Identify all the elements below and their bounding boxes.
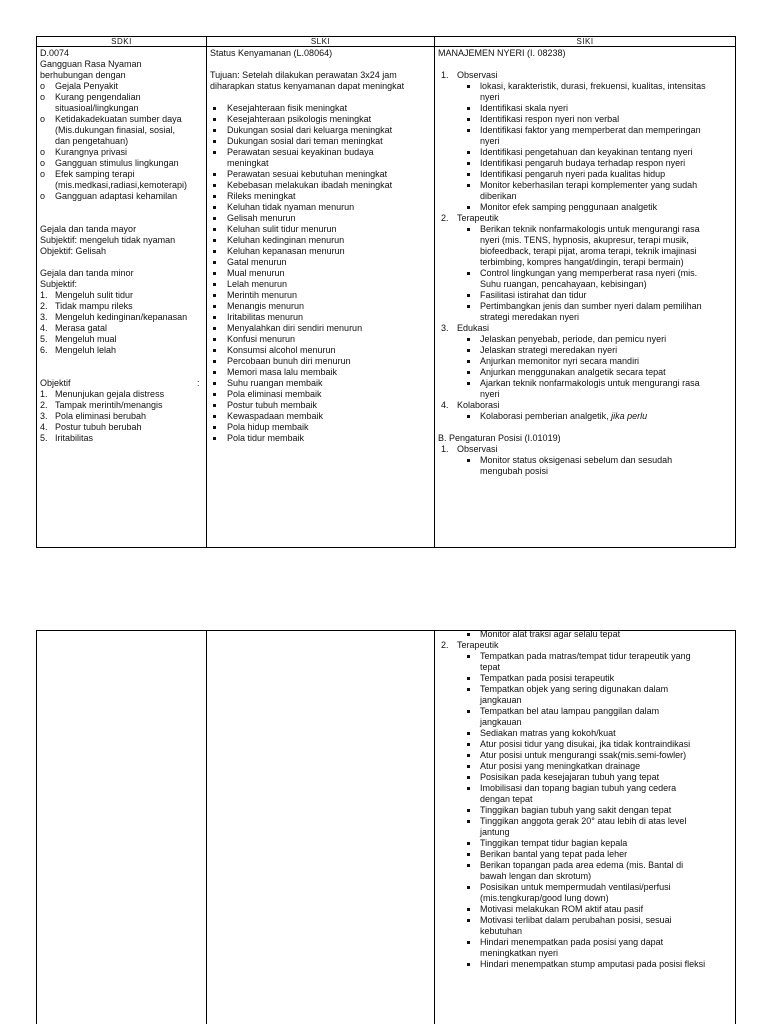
header-divider [37,46,735,47]
square-bullet [467,272,470,275]
care-plan-table-page-1 [36,36,736,548]
intervention-item: Berikan topangan pada area edema (mis. Bantal di [438,860,734,871]
outcome-criteria-item: Kebebasan melakukan ibadah meningkat [210,180,432,191]
circle-bullet: o [40,169,46,179]
square-bullet [213,338,216,341]
square-bullet [467,107,470,110]
objective-item: Menunjukan gejala distress 1. [40,389,165,399]
slki-column [210,48,432,444]
square-bullet [467,228,470,231]
outcome-criteria-item: Rileks meningkat [210,191,432,202]
circle-bullet: o [40,191,46,201]
square-bullet [213,217,216,220]
intervention-item: Suhu ruangan, pencahayaan, kebisingan) [480,279,647,289]
circle-bullet: o [40,92,46,102]
intervention-item: meningkatkan nyeri [480,948,559,958]
intervention-item: Jelaskan penyebab, periode, dan pemicu nyeri [438,334,734,345]
intervention-item: Monitor status oksigenasi sebelum dan sesudah [438,455,734,466]
header-slki: SLKI [310,37,331,46]
square-bullet [467,151,470,154]
intervention-item: Motivasi melakukan ROM aktif atau pasif [438,904,734,915]
section-number: 3. [441,323,449,333]
square-bullet [467,633,470,636]
intervention-item: Tempatkan pada matras/tempat tidur terapeutik yang [438,651,734,662]
objective-item: Pola eliminasi berubah 3. [40,411,147,421]
square-bullet [467,754,470,757]
square-bullet [467,655,470,658]
intervention-item: Control lingkungan yang memperberat rasa nyeri (mis. [438,268,734,279]
intervention-item: Anjurkan menggunakan analgetik secara tepat [438,367,734,378]
major-subjective: Subjektif: mengeluh tidak nyaman [40,235,176,245]
square-bullet [213,283,216,286]
outcome-criteria-item: Perawatan sesuai kebutuhan meningkat [210,169,432,180]
square-bullet [467,371,470,374]
outcome-criteria-item: Dukungan sosial dari teman meningkat [210,136,432,147]
item-number: 3. [40,411,48,421]
siki-section-title [438,444,734,455]
column-divider [206,631,207,1024]
cause-item: Efek samping terapi o [40,169,135,179]
intervention-item: Hindari menempatkan stump amputasi pada posisi fleksi [438,959,734,970]
outcome-goal: diharapkan status kenyamanan dapat meningkat [210,81,405,91]
intervention-item: Tempatkan pada posisi terapeutik [438,673,734,684]
objective-item: Postur tubuh berubah 4. [40,422,142,432]
intervention-item: nyeri (mis. TENS, hypnosis, akupresur, terapi musik, [480,235,689,245]
intervention-item: Pertimbangkan jenis dan sumber nyeri dalam pemilihan [438,301,734,312]
outcome-criteria-item: Perawatan sesuai keyakinan budaya [210,147,432,158]
intervention-item: biofeedback, terapi pijat, aroma terapi, teknik imajinasi [480,246,697,256]
cause-item: Gangguan stimulus lingkungan o [40,158,179,168]
outcome-criteria-item: Menangis menurun [210,301,432,312]
intervention-item: mengubah posisi [480,466,549,476]
intervention-item: Identifikasi skala nyeri [438,103,734,114]
square-bullet [467,853,470,856]
intervention-item: Atur posisi yang meningkatkan drainage [438,761,734,772]
square-bullet [467,941,470,944]
intervention-item: Identifikasi pengaruh nyeri pada kualitas hidup [438,169,734,180]
item-number: 1. [40,389,48,399]
outcome-criteria-item: Keluhan kedinginan menurun [210,235,432,246]
square-bullet [467,349,470,352]
siki-section-title [438,323,734,334]
diagnosis-title: Gangguan Rasa Nyaman [40,59,142,69]
column-divider [434,631,435,1024]
intervention-item: jangkauan [480,717,522,727]
intervention-title: MANAJEMEN NYERI (I. 08238) [438,48,566,58]
square-bullet [467,162,470,165]
section-label: Terapeutik [457,213,499,223]
square-bullet [467,118,470,121]
intervention-item: Monitor alat traksi agar selalu tepat [438,629,734,640]
square-bullet [213,327,216,330]
cause-item: situasioal/lingkungan [55,103,139,113]
siki-section-title [438,640,734,651]
item-number: 2. [40,301,48,311]
square-bullet [213,151,216,154]
section-number: 4. [441,400,449,410]
square-bullet [467,886,470,889]
square-bullet [467,765,470,768]
square-bullet [213,305,216,308]
outcome-criteria-item: Memori masa lalu membaik [210,367,432,378]
outcome-criteria-item: Gatal menurun [210,257,432,268]
square-bullet [467,415,470,418]
square-bullet [213,316,216,319]
intervention-item: Tinggikan anggota gerak 20° atau lebih di atas level [438,816,734,827]
section-number: 2. [441,213,449,223]
intervention-item: lokasi, karakteristik, durasi, frekuensi, kualitas, intensitas [438,81,734,92]
cause-item: Kurangnya privasi o [40,147,128,157]
objective-label: Objektif : [40,378,200,388]
objective-colon: : [197,378,200,388]
cause-item: Gangguan adaptasi kehamilan o [40,191,178,201]
square-bullet [467,173,470,176]
sdki-column [40,48,204,444]
intervention-item: Posisikan pada kesejajaran tubuh yang tepat [438,772,734,783]
column-divider [206,37,207,547]
square-bullet [467,294,470,297]
square-bullet [213,129,216,132]
outcome-criteria-item: Iritabilitas menurun [210,312,432,323]
intervention-item: nyeri [480,389,500,399]
objective-item: Tampak merintih/menangis 2. [40,400,163,410]
outcome-criteria-item: Konfusi menurun [210,334,432,345]
intervention-item: Tinggikan bagian tubuh yang sakit dengan tepat [438,805,734,816]
outcome-criteria-item: Pola hidup membaik [210,422,432,433]
siki-column-continued [438,629,734,970]
item-number: 4. [40,323,48,333]
diagnosis-code: D.0074 [40,48,70,58]
intervention-item: nyeri [480,136,500,146]
square-bullet [467,743,470,746]
intervention-item: Atur posisi tidur yang disukai, jka tidak kontraindikasi [438,739,734,750]
intervention-item: Tinggikan tempat tidur bagian kepala [438,838,734,849]
intervention-item: Tempatkan objek yang sering digunakan dalam [438,684,734,695]
item-number: 4. [40,422,48,432]
outcome-criteria-item: Keluhan tidak nyaman menurun [210,202,432,213]
item-number: 5. [40,334,48,344]
square-bullet [213,294,216,297]
section-label: Kolaborasi [457,400,500,410]
section-label: Observasi [457,444,498,454]
cause-item: Kurang pengendalian o [40,92,141,102]
square-bullet [467,677,470,680]
siki-section-title [438,400,734,411]
intervention-item: jangkauan [480,695,522,705]
minor-subjective-item: Tidak mampu rileks 2. [40,301,133,311]
circle-bullet: o [40,147,46,157]
square-bullet [467,459,470,462]
intervention-item: Tempatkan bel atau lampau panggilan dalam [438,706,734,717]
square-bullet [467,919,470,922]
square-bullet [213,118,216,121]
intervention-item: Fasilitasi istirahat dan tidur [438,290,734,301]
square-bullet [213,184,216,187]
intervention-item: Hindari menempatkan pada posisi yang dapat [438,937,734,948]
intervention-item: Berikan bantal yang tepat pada leher [438,849,734,860]
column-divider [434,37,435,547]
siki-column [438,48,734,477]
square-bullet [467,710,470,713]
intervention-item: strategi meredakan nyeri [480,312,580,322]
square-bullet [467,360,470,363]
intervention-item: Monitor efek samping penggunaan analgetik [438,202,734,213]
outcome-criteria-item: Mual menurun [210,268,432,279]
square-bullet [213,173,216,176]
square-bullet [213,250,216,253]
intervention-item: kebutuhan [480,926,523,936]
header-sdki: SDKI [111,37,132,46]
item-number: 5. [40,433,48,443]
intervention-item: (mis.tengkurap/good lung down) [480,893,609,903]
square-bullet [467,85,470,88]
square-bullet [213,272,216,275]
square-bullet [467,963,470,966]
square-bullet [213,404,216,407]
objective-item: Iritabilitas 5. [40,433,94,443]
outcome-criteria-item: Gelisah menurun [210,213,432,224]
square-bullet [467,842,470,845]
minor-subjective-label: Subjektif: [40,279,78,289]
square-bullet [467,776,470,779]
intervention-item: dengan tepat [480,794,533,804]
section-label: Observasi [457,70,498,80]
square-bullet [467,787,470,790]
square-bullet [213,382,216,385]
section-label: Terapeutik [457,640,499,650]
square-bullet [467,206,470,209]
section-number: 1. [441,70,449,80]
intervention-b-title: B. Pengaturan Posisi (I.01019) [438,433,561,443]
care-plan-table-page-2 [36,630,736,1024]
intervention-item: Identifikasi respon nyeri non verbal [438,114,734,125]
outcome-criteria-item: Kesejahteraan fisik meningkat [210,103,432,114]
minor-signs-title: Gejala dan tanda minor [40,268,134,278]
square-bullet [467,129,470,132]
intervention-item: diberikan [480,191,517,201]
outcome-criteria-item: Menyalahkan diri sendiri menurun [210,323,432,334]
item-number: 2. [40,400,48,410]
square-bullet [467,338,470,341]
outcome-criteria-item: meningkat [227,158,269,168]
square-bullet [213,239,216,242]
item-number: 6. [40,345,48,355]
siki-section-title [438,70,734,81]
square-bullet [213,371,216,374]
outcome-criteria-item: Keluhan kepanasan menurun [210,246,432,257]
square-bullet [467,908,470,911]
minor-subjective-item: Mengeluh kedinginan/kepanasan 3. [40,312,188,322]
square-bullet [213,415,216,418]
outcome-criteria-item: Konsumsi alcohol menurun [210,345,432,356]
section-label: Edukasi [457,323,490,333]
intervention-item: Kolaborasi pemberian analgetik, jika perlu [438,411,734,422]
square-bullet [213,426,216,429]
square-bullet [213,261,216,264]
intervention-item: bawah lengan dan skrotum) [480,871,592,881]
minor-subjective-item: Mengeluh sulit tidur 1. [40,290,134,300]
intervention-item: Ajarkan teknik nonfarmakologis untuk mengurangi rasa [438,378,734,389]
intervention-item: Atur posisi untuk mengurangi ssak(mis.semi-fowler) [438,750,734,761]
outcome-criteria-item: Suhu ruangan membaik [210,378,432,389]
square-bullet [467,382,470,385]
item-number: 3. [40,312,48,322]
section-number: 1. [441,444,449,454]
outcome-criteria-item: Pola tidur membaik [210,433,432,444]
circle-bullet: o [40,114,46,124]
outcome-goal: Tujuan: Setelah dilakukan perawatan 3x24 jam [210,70,397,80]
square-bullet [213,437,216,440]
square-bullet [213,195,216,198]
square-bullet [213,393,216,396]
intervention-item: Monitor keberhasilan terapi komplementer yang sudah [438,180,734,191]
square-bullet [467,864,470,867]
header-siki: SIKI [576,37,594,46]
outcome-criteria-item: Kewaspadaan membaik [210,411,432,422]
outcome-criteria-item: Keluhan sulit tidur menurun [210,224,432,235]
outcome-title: Status Kenyamanan (L.08064) [210,48,333,58]
cause-item: Ketidakadekuatan sumber daya o [40,114,182,124]
intervention-item: Posisikan untuk mempermudah ventilasi/perfusi [438,882,734,893]
outcome-criteria-item: Pola eliminasi membaik [210,389,432,400]
circle-bullet: o [40,81,46,91]
square-bullet [213,107,216,110]
cause-item: dan pengetahuan) [55,136,129,146]
intervention-item: Sediakan matras yang kokoh/kuat [438,728,734,739]
item-number: 1. [40,290,48,300]
square-bullet [467,809,470,812]
outcome-criteria-item: Merintih menurun [210,290,432,301]
outcome-criteria-item: Lelah menurun [210,279,432,290]
intervention-item: tepat [480,662,501,672]
diagnosis-title: berhubungan dengan [40,70,126,80]
outcome-criteria-item: Dukungan sosial dari keluarga meningkat [210,125,432,136]
major-objective: Objektif: Gelisah [40,246,107,256]
square-bullet [213,349,216,352]
outcome-criteria-item: Kesejahteraan psikologis meningkat [210,114,432,125]
intervention-item: Motivasi terlibat dalam perubahan posisi, sesuai [438,915,734,926]
intervention-item: Jelaskan strategi meredakan nyeri [438,345,734,356]
siki-section-title [438,213,734,224]
square-bullet [467,305,470,308]
italic-note: jika perlu [611,411,648,421]
intervention-item: terbimbing, kompres hangat/dingin, terapi bermain) [480,257,684,267]
major-signs-title: Gejala dan tanda mayor [40,224,137,234]
square-bullet [213,360,216,363]
cause-item: (mis.medkasi,radiasi,kemoterapi) [55,180,188,190]
intervention-item: Anjurkan memonitor nyri secara mandiri [438,356,734,367]
intervention-item: Imobilisasi dan topang bagian tubuh yang cedera [438,783,734,794]
minor-subjective-item: Mengeluh lelah 6. [40,345,117,355]
minor-subjective-item: Merasa gatal 4. [40,323,108,333]
intervention-item: Identifikasi faktor yang memperberat dan memperingan [438,125,734,136]
square-bullet [467,820,470,823]
intervention-item: jantung [480,827,510,837]
square-bullet [213,206,216,209]
intervention-item: Berikan teknik nonfarmakologis untuk mengurangi rasa [438,224,734,235]
square-bullet [467,688,470,691]
circle-bullet: o [40,158,46,168]
outcome-criteria-item: Percobaan bunuh diri menurun [210,356,432,367]
square-bullet [467,732,470,735]
intervention-item: Identifikasi pengaruh budaya terhadap respon nyeri [438,158,734,169]
square-bullet [467,184,470,187]
section-number: 2. [441,640,449,650]
square-bullet [213,140,216,143]
cause-item: (Mis.dukungan finasial, sosial, [55,125,176,135]
intervention-item: Identifikasi pengetahuan dan keyakinan tentang nyeri [438,147,734,158]
minor-subjective-item: Mengeluh mual 5. [40,334,117,344]
cause-item: Gejala Penyakit o [40,81,119,91]
outcome-criteria-item: Postur tubuh membaik [210,400,432,411]
intervention-item: nyeri [480,92,500,102]
square-bullet [213,228,216,231]
